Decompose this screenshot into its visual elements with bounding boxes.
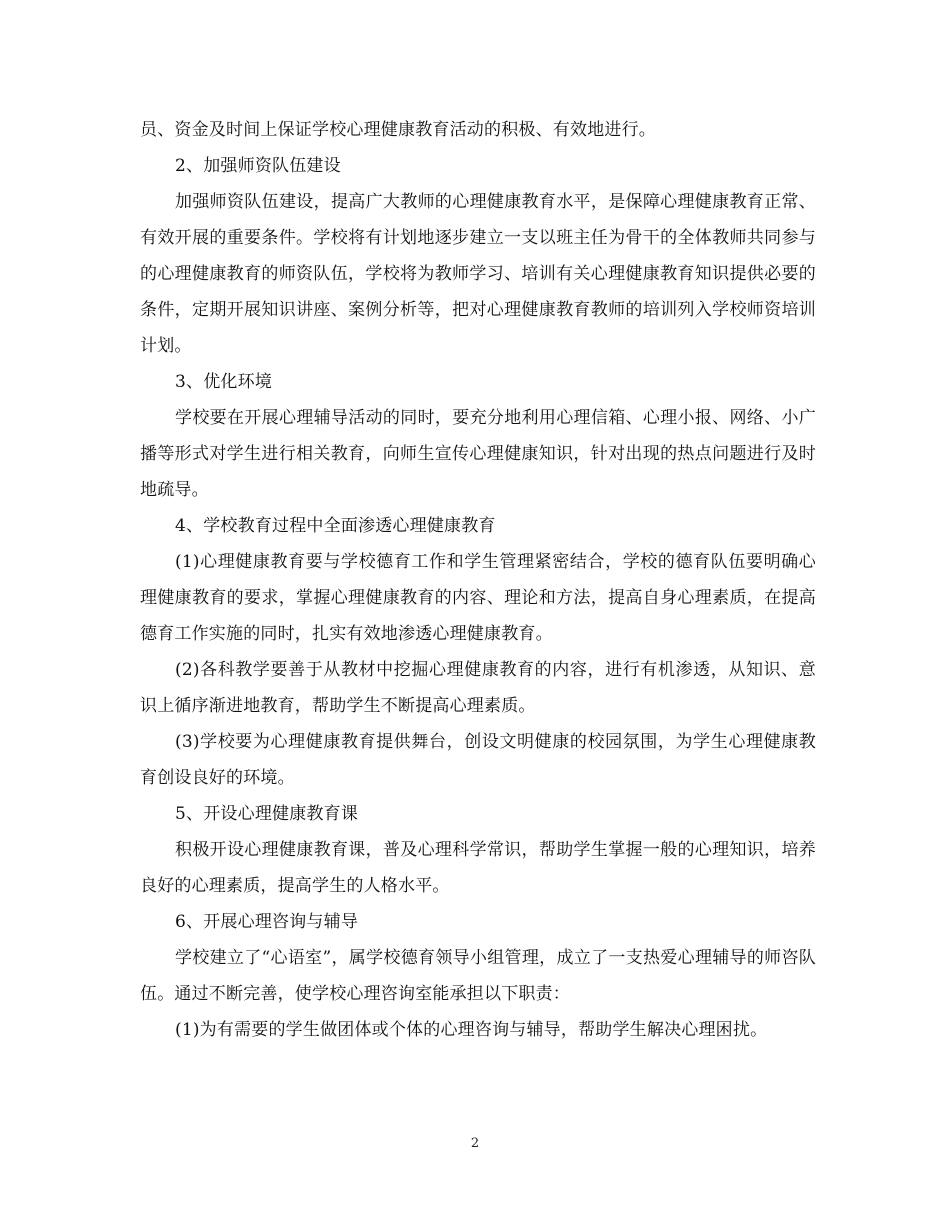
paragraph-9: (3)学校要为心理健康教育提供舞台，创设文明健康的校园氛围，为学生心理健康教育创设良好的环境。 bbox=[140, 732, 816, 788]
paragraph-5: 学校要在开展心理辅导活动的同时，要充分地利用心理信箱、心理小报、网络、小广播等形式对学生进行相关教育，向师生宣传心理健康知识，针对出现的热点问题进行及时地疏导。 bbox=[140, 408, 816, 500]
heading-2: 2、加强师资队伍建设 bbox=[175, 156, 341, 176]
paragraph-13: 学校建立了“心语室”，属学校德育领导小组管理，成立了一支热爱心理辅导的师咨队伍。通过不断完善，使学校心理咨询室能承担以下职责： bbox=[140, 948, 816, 1004]
page-number: 2 bbox=[470, 1136, 480, 1151]
heading-6: 6、开展心理咨询与辅导 bbox=[175, 912, 359, 932]
paragraph-3: 加强师资队伍建设，提高广大教师的心理健康教育水平，是保障心理健康教育正常、有效开展的重要条件。学校将有计划地逐步建立一支以班主任为骨干的全体教师共同参与的心理健康教育的师资队伍，学校将为教师学习、培训有关心理健康教育知识提供必要的条件，定期开展知识讲座、案例分析等，把对心理健康教育教师的培训列入学校师资培训计划。 bbox=[140, 192, 816, 356]
paragraph-11: 积极开设心理健康教育课，普及心理科学常识，帮助学生掌握一般的心理知识，培养良好的心理素质，提高学生的人格水平。 bbox=[140, 840, 816, 896]
paragraph-1: 员、资金及时间上保证学校心理健康教育活动的积极、有效地进行。 bbox=[140, 120, 656, 140]
paragraph-14: (1)为有需要的学生做团体或个体的心理咨询与辅导，帮助学生解决心理困扰。 bbox=[175, 1020, 768, 1040]
document-body bbox=[140, 112, 816, 1048]
paragraph-8: (2)各科教学要善于从教材中挖掘心理健康教育的内容，进行有机渗透，从知识、意识上循序渐进地教育，帮助学生不断提高心理素质。 bbox=[140, 660, 816, 716]
heading-4: 4、学校教育过程中全面渗透心理健康教育 bbox=[175, 516, 496, 536]
heading-3: 3、优化环境 bbox=[175, 372, 273, 392]
heading-5: 5、开设心理健康教育课 bbox=[175, 804, 359, 824]
paragraph-7: (1)心理健康教育要与学校德育工作和学生管理紧密结合，学校的德育队伍要明确心理健康教育的要求，掌握心理健康教育的内容、理论和方法，提高自身心理素质，在提高德育工作实施的同时，扎实有效地渗透心理健康教育。 bbox=[140, 552, 816, 644]
